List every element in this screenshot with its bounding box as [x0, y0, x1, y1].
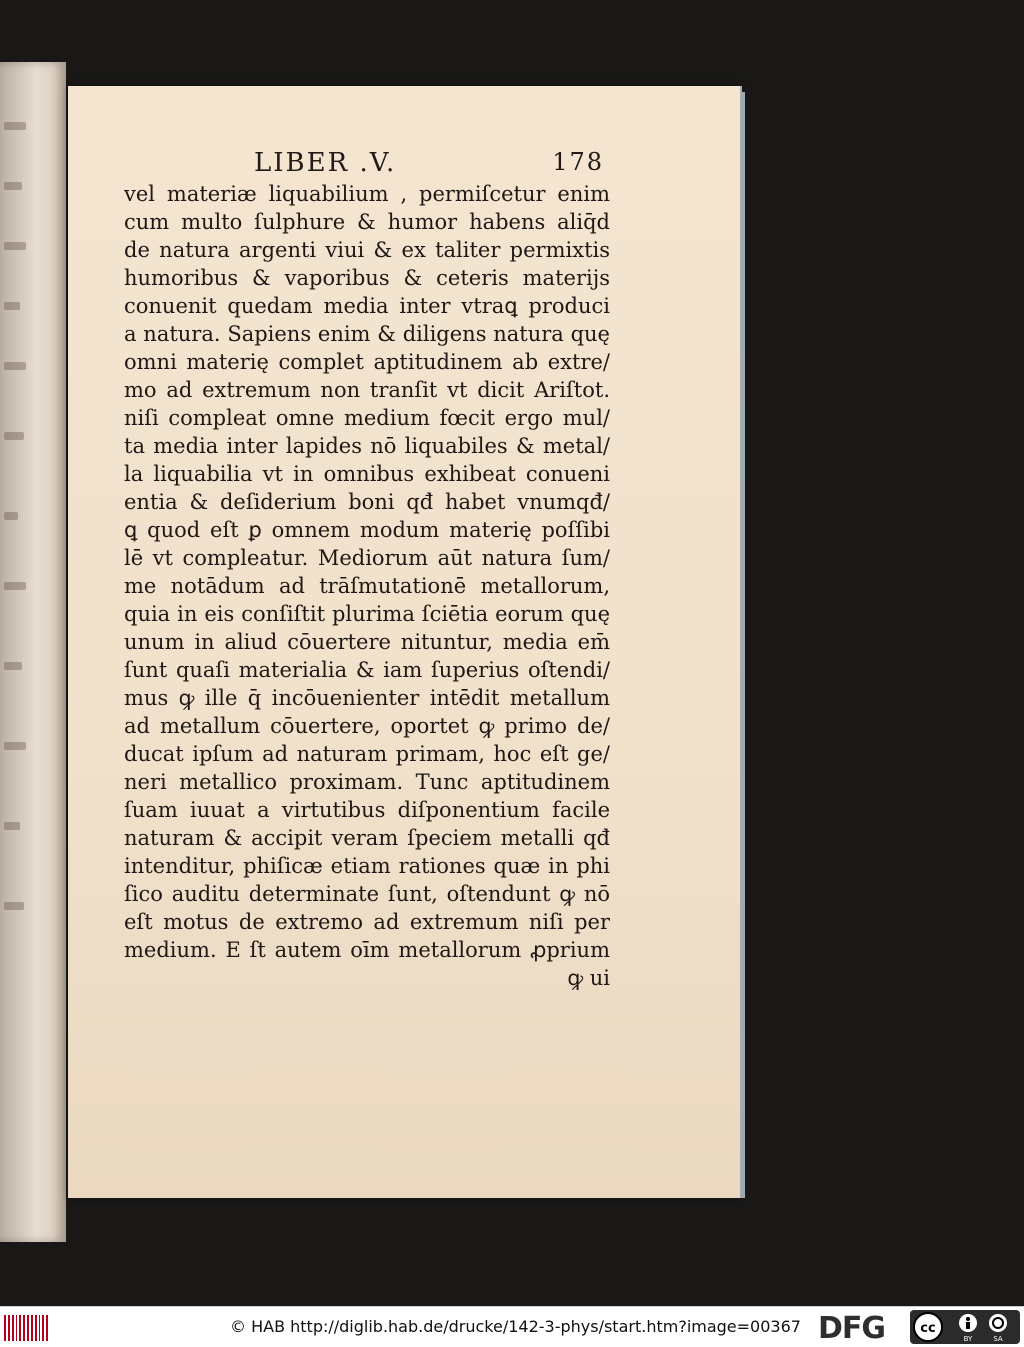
text-line: eſt motus de extremo ad extremum niſi per [124, 910, 610, 934]
folio-number: 178 [552, 148, 604, 176]
catchword: ꝙ ui [567, 966, 610, 990]
text-line: neri metallico proximam. Tunc aptitudinem [124, 770, 610, 794]
page-edge [741, 92, 745, 1198]
text-line: quia in eis conſiſtit plurima ſciētia eorum quę [124, 602, 610, 626]
text-line: lē vt compleatur. Mediorum aūt natura ſum/ [124, 546, 610, 570]
text-line: la liquabilia vt in omnibus exhibeat conueni [124, 462, 610, 486]
text-line: de natura argenti viui & ex taliter permixtis [124, 238, 610, 262]
cc-sa-text: SA [993, 1335, 1003, 1343]
dfg-logo: DFG [818, 1311, 886, 1346]
text-line: naturam & accipit veram ſpeciem metalli qđ [124, 826, 610, 850]
text-line: ꝗ quod eſt ꝑ omnem modum materię poſſibi [124, 518, 610, 542]
text-line: me notādum ad trāſmutationē metallorum, [124, 574, 610, 598]
text-line: cum multo ſulphure & humor habens aliq̄d [124, 210, 610, 234]
text-line: mus ꝙ ille q̄ incōuenienter intēdit metallum [124, 686, 610, 710]
text-line: entia & deſiderium boni qđ habet vnumqđ/ [124, 490, 610, 514]
cc-by-text: BY [963, 1335, 973, 1343]
text-line: omni materię complet aptitudinem ab extre/ [124, 350, 610, 374]
text-line: ſuam iuuat a virtutibus diſponentium facile [124, 798, 610, 822]
text-line: mo ad extremum non tranſit vt dicit Ariſtot. [124, 378, 610, 402]
viewer-footer [0, 1306, 1024, 1347]
text-line: humoribus & vaporibus & ceteris materijs [124, 266, 610, 290]
text-line: ſico auditu determinate ſunt, oſtendunt ꝙ nō [124, 882, 610, 906]
text-line: unum in aliud cōuertere nituntur, media em̄ [124, 630, 610, 654]
text-line: medium. E ſt autem oīm metallorum ꝓprium [124, 938, 610, 962]
text-line: conuenit quedam media inter vtraꝗ produci [124, 294, 610, 318]
running-head [254, 148, 604, 182]
copyright-link[interactable]: © HAB http://diglib.hab.de/drucke/142-3-phys/start.htm?image=00367 [230, 1317, 801, 1336]
previous-page-edge [0, 62, 66, 1242]
barcode-logo-icon [4, 1315, 48, 1341]
text-line: ad metallum cōuertere, oportet ꝙ primo de/ [124, 714, 610, 738]
text-line: ducat ipſum ad naturam primam, hoc eſt ge/ [124, 742, 610, 766]
text-line: ſunt quaſi materialia & iam ſuperius oſtendi/ [124, 658, 610, 682]
cc-license-icon [910, 1310, 1020, 1344]
text-line: vel materiæ liquabilium , permiſcetur enim [124, 182, 610, 206]
text-line: niſi compleat omne medium fœcit ergo mul/ [124, 406, 610, 430]
text-line: ta media inter lapides nō liquabiles & metal/ [124, 434, 610, 458]
text-block [124, 180, 610, 992]
cc-text: cc [920, 1321, 936, 1336]
book-page [68, 86, 740, 1198]
running-title: LIBER .V. [254, 148, 397, 178]
text-line: a natura. Sapiens enim & diligens natura quę [124, 322, 610, 346]
text-line: intenditur, phiſicæ etiam rationes quæ in phi [124, 854, 610, 878]
